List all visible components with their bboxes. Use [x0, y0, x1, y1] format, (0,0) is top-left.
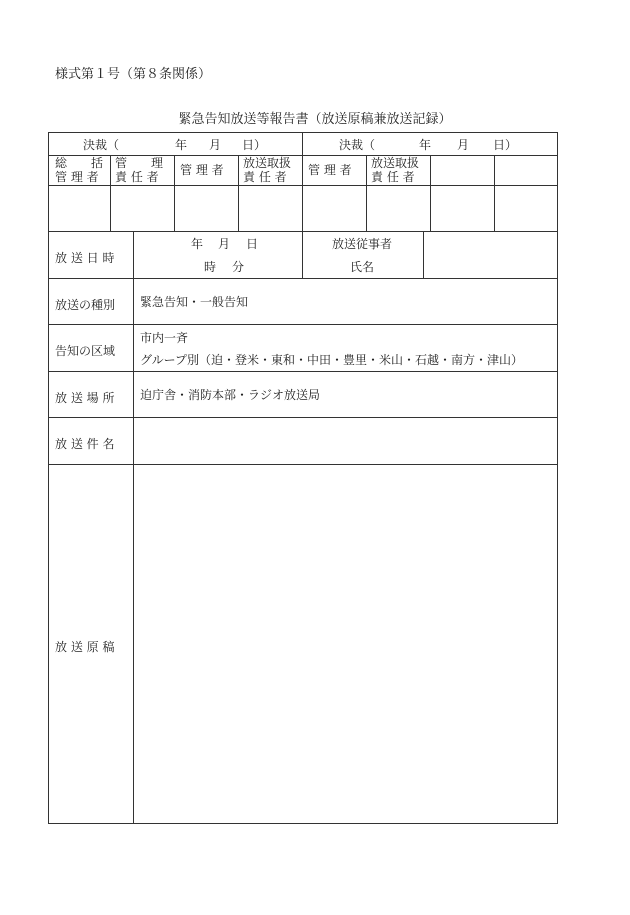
label-datetime: 放 送 日 時 [55, 251, 115, 265]
datetime-day: 日 [246, 237, 259, 251]
role-manager-right: 管 理 者 [308, 163, 352, 177]
seal-cell-6[interactable] [367, 186, 430, 231]
datetime-year: 年 [191, 237, 204, 251]
staff-label: 放送従事者 [332, 237, 393, 251]
datetime-hour: 時 [204, 260, 217, 274]
approval-right-month: 月 [457, 138, 470, 152]
seal-cell-7[interactable] [431, 186, 494, 231]
label-broadcast-place: 放 送 場 所 [55, 391, 115, 405]
role-broadcast-officer-right: 放送取扱 責 任 者 [371, 156, 420, 184]
seal-cell-1[interactable] [49, 186, 110, 231]
label-broadcast-area: 告知の区域 [55, 344, 116, 358]
role-manager-left: 管 理 者 [180, 163, 224, 177]
role-general-manager: 総 括 管 理 者 [55, 156, 104, 184]
document-title: 緊急告知放送等報告書（放送原稿兼放送記録） [178, 112, 452, 127]
seal-cell-3[interactable] [175, 186, 238, 231]
approval-right-year: 年 [419, 138, 432, 152]
broadcast-type-value: 緊急告知・一般告知 [140, 295, 249, 309]
seal-cell-4[interactable] [239, 186, 302, 231]
seal-cell-8[interactable] [495, 186, 557, 231]
staff-name-field[interactable] [424, 232, 557, 278]
approval-left-label: 決裁（ [83, 138, 120, 152]
area-groups: グループ別（迫・登米・東和・中田・豊里・米山・石越・南方・津山） [140, 353, 524, 367]
approval-right-label: 決裁（ [339, 138, 376, 152]
approval-left-month: 月 [209, 138, 222, 152]
seal-cell-2[interactable] [111, 186, 174, 231]
seal-cell-5[interactable] [303, 186, 366, 231]
approval-right-day: 日） [493, 138, 518, 152]
datetime-minute: 分 [232, 260, 245, 274]
approval-left-day: 日） [242, 138, 267, 152]
form-number: 様式第１号（第８条関係） [55, 67, 212, 82]
label-broadcast-manuscript: 放 送 原 稿 [55, 640, 115, 654]
label-broadcast-type: 放送の種別 [55, 298, 116, 312]
role-management-officer: 管 理 責 任 者 [115, 156, 164, 184]
broadcast-place-value: 迫庁舎・消防本部・ラジオ放送局 [140, 388, 321, 402]
role-broadcast-officer-left: 放送取扱 責 任 者 [243, 156, 292, 184]
report-table [48, 132, 558, 824]
staff-name-label: 氏名 [350, 260, 375, 274]
datetime-month: 月 [218, 237, 231, 251]
approval-left-year: 年 [175, 138, 188, 152]
area-citywide: 市内一斉 [140, 331, 189, 345]
label-broadcast-subject: 放 送 件 名 [55, 437, 115, 451]
